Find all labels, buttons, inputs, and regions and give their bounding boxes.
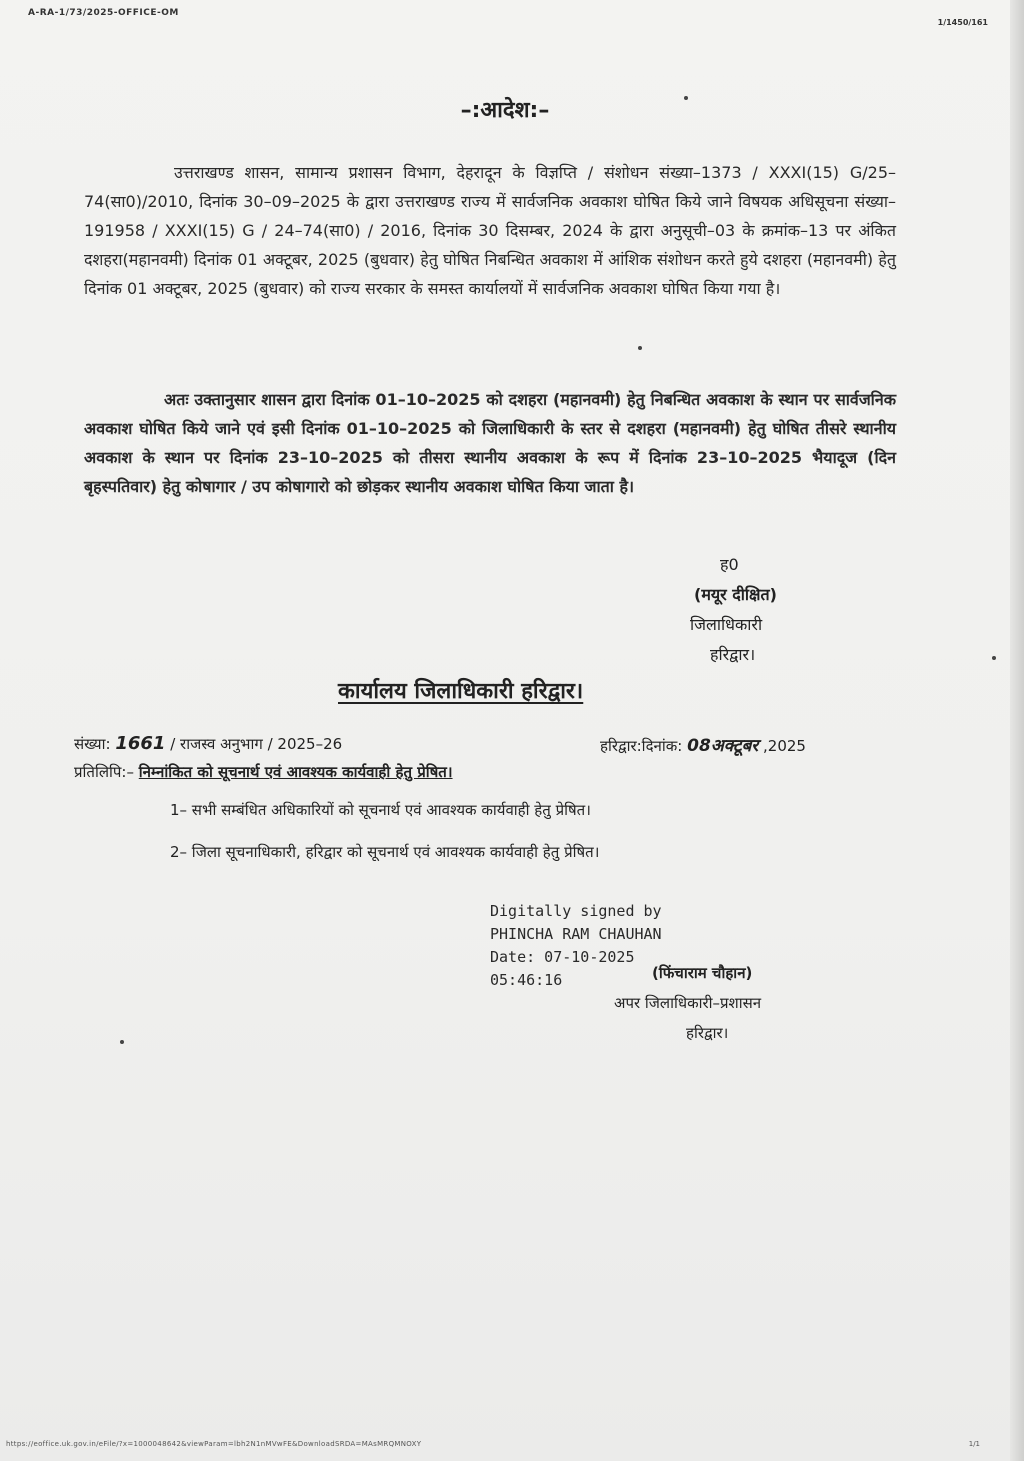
additional-magistrate-signature-block	[614, 958, 761, 1048]
digital-signature-name: PHINCHA RAM CHAUHAN	[490, 925, 662, 943]
signatory-2-designation: अपर जिलाधिकारी–प्रशासन	[614, 994, 762, 1012]
signed-mark: ह0	[720, 555, 739, 574]
signatory-designation: जिलाधिकारी	[690, 615, 763, 634]
date-value: 08अक्टूबर	[687, 736, 759, 756]
page-number-footer: 1/1	[968, 1440, 980, 1448]
copy-to-line	[74, 762, 453, 782]
digital-signature-line-1: Digitally signed by	[490, 902, 662, 920]
copy-label: प्रतिलिपि:–	[74, 763, 134, 781]
scan-speck	[684, 96, 688, 100]
date-label: हरिद्वार:दिनांक:	[600, 737, 683, 755]
reference-number-line	[74, 733, 342, 754]
reference-date-line	[600, 733, 806, 756]
file-reference-code: A-RA-1/73/2025-OFFICE-OM	[28, 8, 179, 18]
scan-speck	[638, 346, 642, 350]
digital-signature-time: 05:46:16	[490, 971, 563, 989]
date-year: ,2025	[763, 737, 806, 755]
copy-text: निम्नांकित को सूचनार्थ एवं आवश्यक कार्यवाही हेतु प्रेषित।	[138, 763, 453, 781]
scan-speck	[120, 1040, 124, 1044]
page-edge-shadow	[1010, 0, 1024, 1461]
signatory-2-city: हरिद्वार।	[686, 1024, 729, 1042]
order-title: –:आदेश:–	[460, 98, 550, 123]
reference-suffix: / राजस्व अनुभाग / 2025–26	[170, 735, 343, 753]
order-paragraph-2: अतः उक्तानुसार शासन द्वारा दिनांक 01–10–2025 को दशहरा (महानवमी) हेतु निबन्धित अवकाश के स्थान पर सार्वजनिक अवकाश घोषित किये जाने एवं इसी दिनांक 01–10–2025 को जिलाधिकारी के स्तर से दशहरा (महानवमी) हेतु घोषित तीसरे स्थानीय अवकाश के स्थान पर दिनांक 23–10–2025 को तीसरा स्थानीय अवकाश के रूप में दिनांक 23–10–2025 भैयादूज (दिन बृहस्पतिवार) हेतु कोषागार / उप कोषागारो को छोड़कर स्थानीय अवकाश घोषित किया जाता है।	[84, 390, 896, 496]
scan-speck	[992, 656, 996, 660]
digital-signature-date: Date: 07-10-2025	[490, 948, 635, 966]
district-magistrate-signature-block	[690, 550, 777, 670]
order-paragraph-1: उत्तराखण्ड शासन, सामान्य प्रशासन विभाग, देहरादून के विज्ञप्ति / संशोधन संख्या–1373 / XXXI(15) G/25–74(सा0)/2010, दिनांक 30–09–2025 के द्वारा उत्तराखण्ड राज्य में सार्वजनिक अवकाश घोषित किये जाने विषयक अधिसूचना संख्या–191958 / XXXI(15) G / 24–74(सा0) / 2016, दिनांक 30 दिसम्बर, 2024 के द्वारा अनुसूची–03 के क्रमांक–13 पर अंकित दशहरा(महानवमी) दिनांक 01 अक्टूबर, 2025 (बुधवार) हेतु घोषित निबन्धित अवकाश में आंशिक संशोधन करते हुये दशहरा (महानवमी) हेतु दिनांक 01 अक्टूबर, 2025 (बुधवार) को राज्य सरकार के समस्त कार्यालयों में सार्वजनिक अवकाश घोषित किया गया है।	[84, 163, 896, 298]
signatory-name: (मयूर दीक्षित)	[694, 585, 777, 604]
office-title: कार्यालय जिलाधिकारी हरिद्वार।	[338, 679, 584, 704]
reference-number: 1661	[115, 733, 166, 754]
reference-label: संख्या:	[74, 735, 111, 753]
signatory-city: हरिद्वार।	[710, 645, 756, 664]
print-url-footer: https://eoffice.uk.gov.in/eFile/?x=1000048642&viewParam=lbh2N1nMVwFE&DownloadSRDA=MAsMRQMNOXY	[6, 1440, 422, 1448]
signatory-2-name: (फिंचाराम चौहान)	[652, 964, 753, 982]
copy-item-1: 1– सभी सम्बंधित अधिकारियों को सूचनार्थ एवं आवश्यक कार्यवाही हेतु प्रेषित।	[170, 801, 591, 819]
copy-item-2: 2– जिला सूचनाधिकारी, हरिद्वार को सूचनार्थ एवं आवश्यक कार्यवाही हेतु प्रेषित।	[170, 843, 600, 861]
page-reference-code: 1/1450/161	[937, 18, 988, 27]
